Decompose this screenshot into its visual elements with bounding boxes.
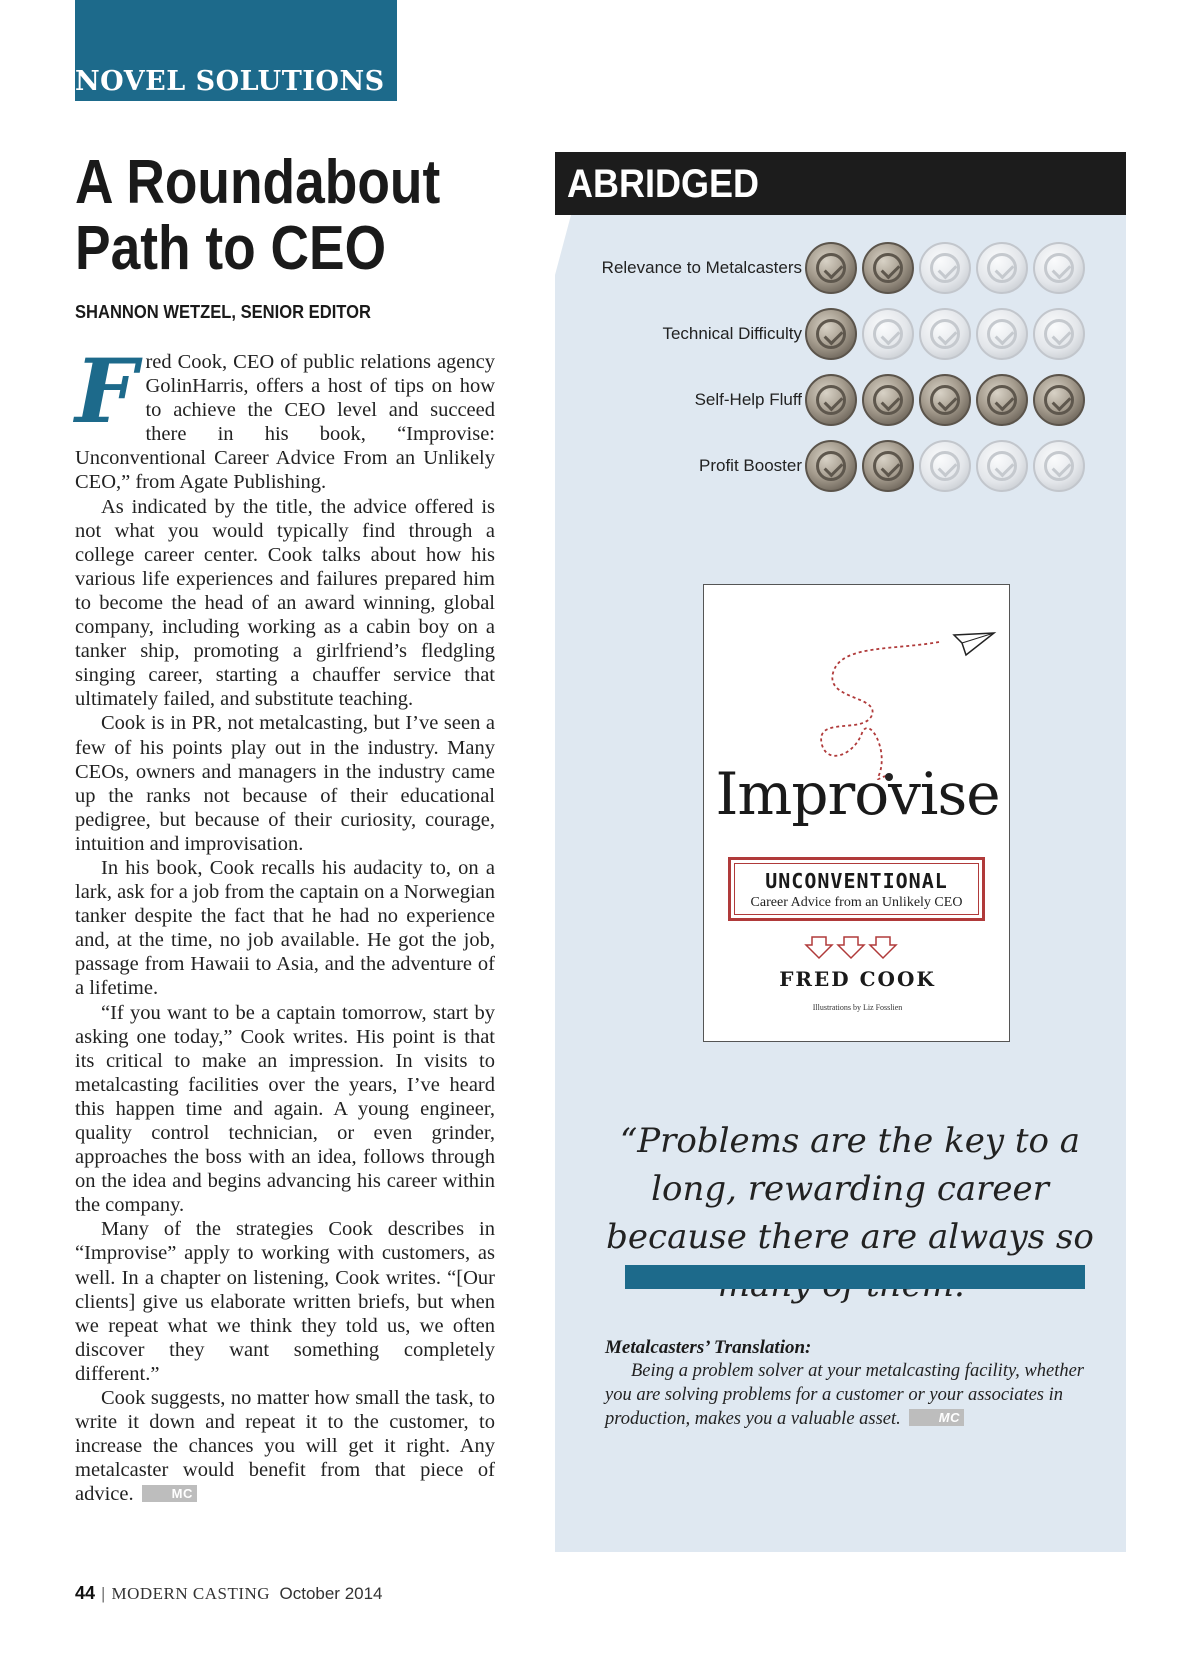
rating-label: Self-Help Fluff — [694, 390, 802, 409]
book-title: Improvise — [715, 760, 1000, 828]
rating-coin-filled-icon — [805, 242, 857, 294]
rating-coin-empty-icon — [862, 308, 914, 360]
paragraph: In his book, Cook recalls his audacity to, on a lark, ask for a job from the captain on a Norwegian tanker despite the fact that he had no experience and, at the time, no job available. He got the job, passage from Hawaii to Asia, and the adventure of a lifetime. — [75, 856, 495, 1000]
rating-coin-empty-icon — [919, 440, 971, 492]
paragraph: “If you want to be a captain tomorrow, start by asking one today,” Cook writes. His point is that its critical to make an impression. In visits to metalcasting facilities over the years, I’ve heard this happen time and again. A young engineer, quality control technician, or even grinder, approaches the boss with an idea, follows through on the idea and begins advancing his career within the company. — [75, 1001, 495, 1217]
section-label: NOVEL SOLUTIONS — [75, 66, 385, 97]
rating-row — [555, 372, 1126, 432]
book-author: FRED COOK — [779, 967, 936, 991]
book-subtitle-tagline: Career Advice from an Unlikely CEO — [750, 895, 963, 910]
headline-line-1: A Roundabout — [75, 148, 441, 217]
rating-coin-empty-icon — [1033, 440, 1085, 492]
issue-date: October 2014 — [279, 1584, 383, 1603]
drop-cap: F — [75, 339, 138, 443]
paragraph: Fred Cook, CEO of public relations agency GolinHarris, offers a host of tips on how to achieve the CEO level and succeed there in his book, “Improvise: Unconventional Career Advice From an Unlikely CEO,” from Agate Publishing. — [75, 339, 495, 494]
sidebar-title: ABRIDGED — [567, 162, 760, 206]
rating-coin-filled-icon — [805, 374, 857, 426]
rating-coin-filled-icon — [1033, 374, 1085, 426]
article-body — [75, 339, 495, 1507]
rating-coin-empty-icon — [919, 242, 971, 294]
rating-label: Relevance to Metalcasters — [601, 258, 802, 277]
rating-coins — [805, 308, 1090, 360]
rating-coin-filled-icon — [805, 308, 857, 360]
rating-row — [555, 240, 1126, 300]
abridged-sidebar — [555, 152, 1126, 1552]
rating-coins — [805, 440, 1090, 492]
rating-row — [555, 438, 1126, 498]
rating-coin-empty-icon — [919, 308, 971, 360]
translation-label: Metalcasters’ Translation: — [605, 1337, 812, 1358]
footer-separator: | — [101, 1584, 106, 1603]
translation-badge: MC — [909, 1409, 964, 1426]
sidebar-header — [555, 152, 1126, 215]
book-subtitle-box — [728, 857, 985, 921]
byline: SHANNON WETZEL, SENIOR EDITOR — [75, 302, 371, 322]
rating-coin-filled-icon — [862, 374, 914, 426]
rating-coin-empty-icon — [976, 440, 1028, 492]
rating-coins — [805, 242, 1090, 294]
magazine-name: MODERN CASTING — [111, 1584, 271, 1603]
rating-coin-filled-icon — [862, 242, 914, 294]
rating-coin-filled-icon — [862, 440, 914, 492]
rating-label: Technical Difficulty — [662, 324, 802, 343]
rating-coin-empty-icon — [1033, 308, 1085, 360]
rating-coin-empty-icon — [976, 308, 1028, 360]
paragraph: Cook is in PR, not metalcasting, but I’ve seen a few of his points play out in the industry. Many CEOs, owners and managers in the industry came up the ranks not because of their educational pedigree, but because of their curiosity, courage, intuition and improvisation. — [75, 712, 495, 855]
rating-row — [555, 306, 1126, 366]
headline-line-2: Path to CEO — [75, 214, 387, 283]
page-number: 44 — [75, 1583, 96, 1603]
rating-coin-filled-icon — [976, 374, 1028, 426]
book-subtitle-main: UNCONVENTIONAL — [765, 869, 948, 893]
book-cover — [703, 584, 1010, 1042]
translation-text: Being a problem solver at your metalcasting facility, whether you are solving problems for a customer or your associates in production, makes you a valuable asset. MC — [605, 1361, 1085, 1429]
page-footer — [75, 1583, 383, 1604]
paragraph: As indicated by the title, the advice offered is not what you would typically find through a college career center. Cook talks about how his various life experiences and failures prepared him to become the head of an award winning, global company, including working as a cabin boy on a tanker ship, promoting a girlfriend’s fledgling singing career, starting a chauffer service that ultimately failed, and substitute teaching. — [75, 495, 495, 711]
paragraph: Cook suggests, no matter how small the task, to write it down and repeat it to the customer, to increase the chances you will get it right. Any metalcaster would benefit from that piece of advice. MC — [75, 1387, 495, 1506]
rating-coins — [805, 374, 1090, 426]
paragraph: Many of the strategies Cook describes in “Improvise” apply to working with customers, as well. In a chapter on listening, Cook writes. “[Our clients] give us elaborate written briefs, but when we repeat what we think they told us, we often discover they want something completely different.” — [75, 1218, 495, 1385]
end-badge: MC — [142, 1485, 197, 1502]
quote-divider-bar — [625, 1265, 1085, 1289]
rating-coin-filled-icon — [805, 440, 857, 492]
rating-coin-empty-icon — [1033, 242, 1085, 294]
rating-label: Profit Booster — [699, 456, 802, 475]
rating-coin-filled-icon — [919, 374, 971, 426]
article-headline — [75, 150, 453, 282]
rating-coin-empty-icon — [976, 242, 1028, 294]
book-illustrator: Illustrations by Liz Fosslien — [812, 1003, 903, 1012]
pull-quote: “Problems are the key to a long, rewarding career because there are always so — [606, 1121, 1094, 1257]
